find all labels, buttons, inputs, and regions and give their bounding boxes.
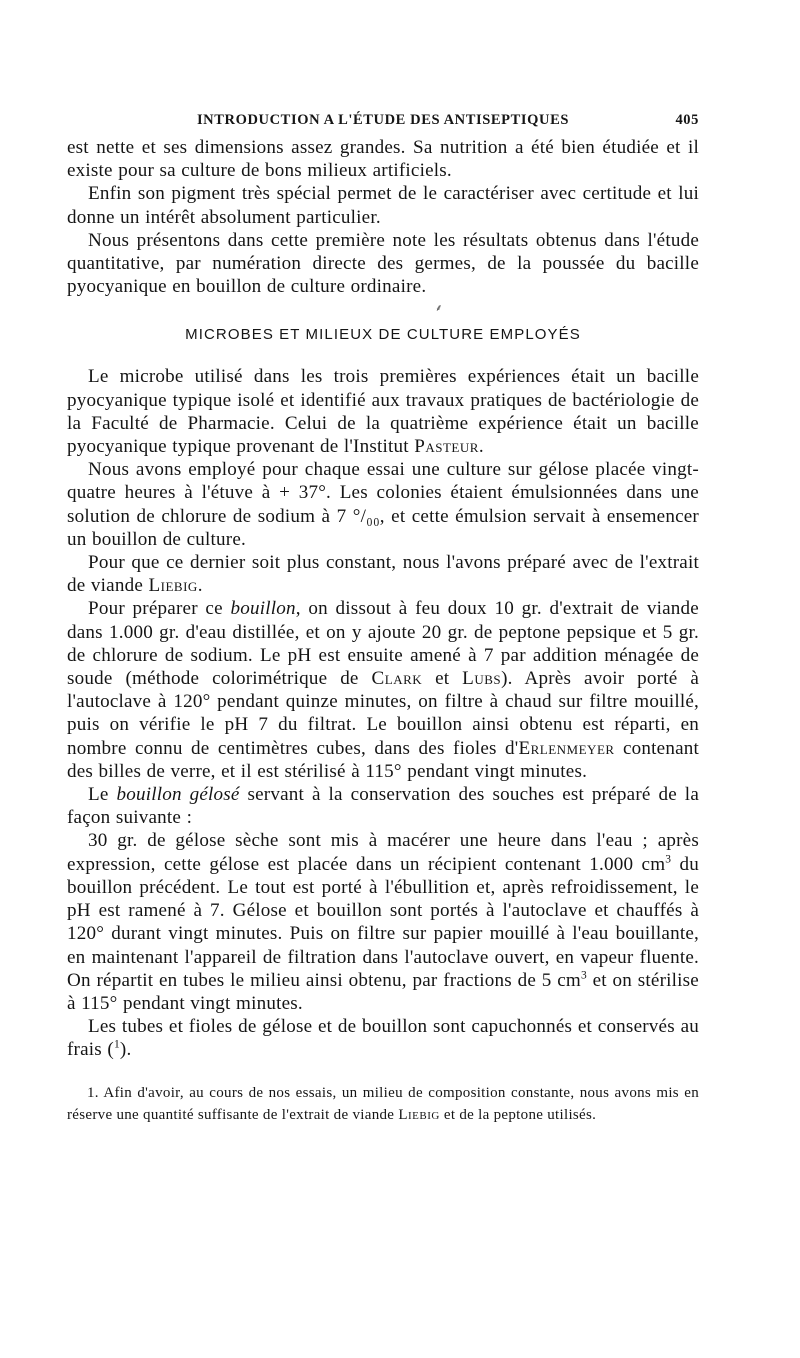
- running-head: [67, 108, 699, 136]
- text-run: 30 gr. de gélose sèche sont mis à macérer une heure dans l'eau ; après expression, cette gélose est placée dans un récipient contenant 1.000 cm: [67, 830, 699, 875]
- author-name: Clark: [371, 668, 423, 690]
- footnote: [67, 1082, 699, 1126]
- text-run: Pour que ce dernier soit plus constant, nous l'avons préparé avec de l'extrait de viande: [67, 552, 699, 597]
- running-title: INTRODUCTION A L'ÉTUDE DES ANTISEPTIQUES: [196, 112, 570, 128]
- text-run: ).: [119, 1039, 132, 1061]
- author-name: Liebig: [398, 1106, 440, 1123]
- paragraph: [67, 829, 699, 1015]
- text-run: Le: [88, 784, 117, 806]
- author-name: Erlenmeyer: [518, 737, 615, 759]
- footnote-ref: 1: [113, 1038, 120, 1051]
- paragraph: [67, 1015, 699, 1061]
- superscript: 3: [580, 969, 587, 982]
- text-run: et de la peptone utilisés.: [439, 1106, 597, 1123]
- ornament-mark: ⸙: [435, 303, 443, 315]
- text-run: 1. Afin d'avoir, au cours de nos essais, un milieu de composition constante, nous avons mis en réserve une quantité suffisante de l'extrait de viande: [67, 1084, 699, 1123]
- text-run: .: [197, 575, 203, 597]
- text-run: Pour préparer ce: [88, 598, 231, 620]
- author-name: Liebig: [148, 575, 198, 597]
- text-run: du bouillon précédent. Le tout est porté à l'ébullition et, après refroidissement, le pH est ramené à 7. Gélose et bouillon sont portés à l'autoclave et chauffés à 120° durant vingt minutes. Puis on filtre sur papier mouillé à l'eau bouillante, en maintenant l'appareil de filtration dans l'autoclave ouvert, en vapeur fluente. On répartit en tubes le milieu ainsi obtenu, par fractions de 5 cm: [67, 853, 700, 991]
- book-page: [67, 108, 699, 1126]
- text-run: et: [422, 668, 463, 690]
- paragraph: [67, 365, 699, 458]
- ornament: [67, 298, 699, 320]
- paragraph: Nous avons employé pour chaque essai une culture sur gélose placée vingt-quatre heures à l'étuve à + 37°. Les colonies étaient émulsionnées dans une solution de chlorure de sodium à 7 °/₀₀, et cette émulsion servait à ensemencer un bouillon de culture.: [67, 459, 699, 550]
- text-run: Le microbe utilisé dans les trois premières expériences était un bacille pyocyanique typique isolé et identifié aux travaux pratiques de bactériologie de la Faculté de Pharmacie. Celui de la quatrième expérience était un bacille pyocyanique typique provenant de l'Institut: [67, 366, 699, 458]
- paragraph: est nette et ses dimensions assez grandes. Sa nutrition a été bien étudiée et il existe pour sa culture de bons milieux artificiels.: [67, 137, 699, 182]
- paragraph: Enfin son pigment très spécial permet de le caractériser avec certitude et lui donne un intérêt absolument particulier.: [67, 183, 699, 228]
- paragraph: Nous présentons dans cette première note les résultats obtenus dans l'étude quantitative, par numération directe des germes, de la poussée du bacille pyocyanique en bouillon de culture ordinaire.: [67, 229, 699, 298]
- paragraph: [67, 597, 699, 783]
- text-run: et on stérilise à 115° pendant vingt minutes.: [67, 969, 699, 1014]
- italic-term: bouillon gélosé: [116, 784, 240, 806]
- author-name: Lubs: [462, 668, 502, 690]
- italic-term: bouillon: [230, 598, 296, 620]
- superscript: 3: [665, 853, 672, 866]
- page-number: 405: [675, 112, 699, 128]
- paragraph: [67, 783, 699, 829]
- text-run: .: [478, 436, 484, 458]
- text-run: servant à la conservation des souches est préparé de la façon suivante :: [67, 784, 699, 829]
- text-run: Les tubes et fioles de gélose et de bouillon sont capuchonnés et conservés au frais (: [67, 1016, 699, 1061]
- text-run: ). Après avoir porté à l'autoclave à 120° pendant quinze minutes, on filtre à chaud sur filtre mouillé, puis on vérifie le pH 7 du filtrat. Le bouillon ainsi obtenu est réparti, en nombre connu de centimètres cubes, dans des fioles d': [67, 668, 699, 759]
- author-name: Pasteur: [414, 436, 479, 458]
- paragraph: [67, 551, 699, 597]
- text-run: , on dissout à feu doux 10 gr. d'extrait de viande dans 1.000 gr. d'eau distillée, et on y ajoute 20 gr. de peptone pepsique et 5 gr. de chlorure de sodium. Le pH est ensuite amené à 7 par addition ménagée de soude (méthode colorimétrique de: [67, 598, 699, 690]
- text-run: contenant des billes de verre, et il est stérilisé à 115° pendant vingt minutes.: [67, 737, 700, 782]
- section-heading: MICROBES ET MILIEUX DE CULTURE EMPLOYÉS: [185, 326, 581, 344]
